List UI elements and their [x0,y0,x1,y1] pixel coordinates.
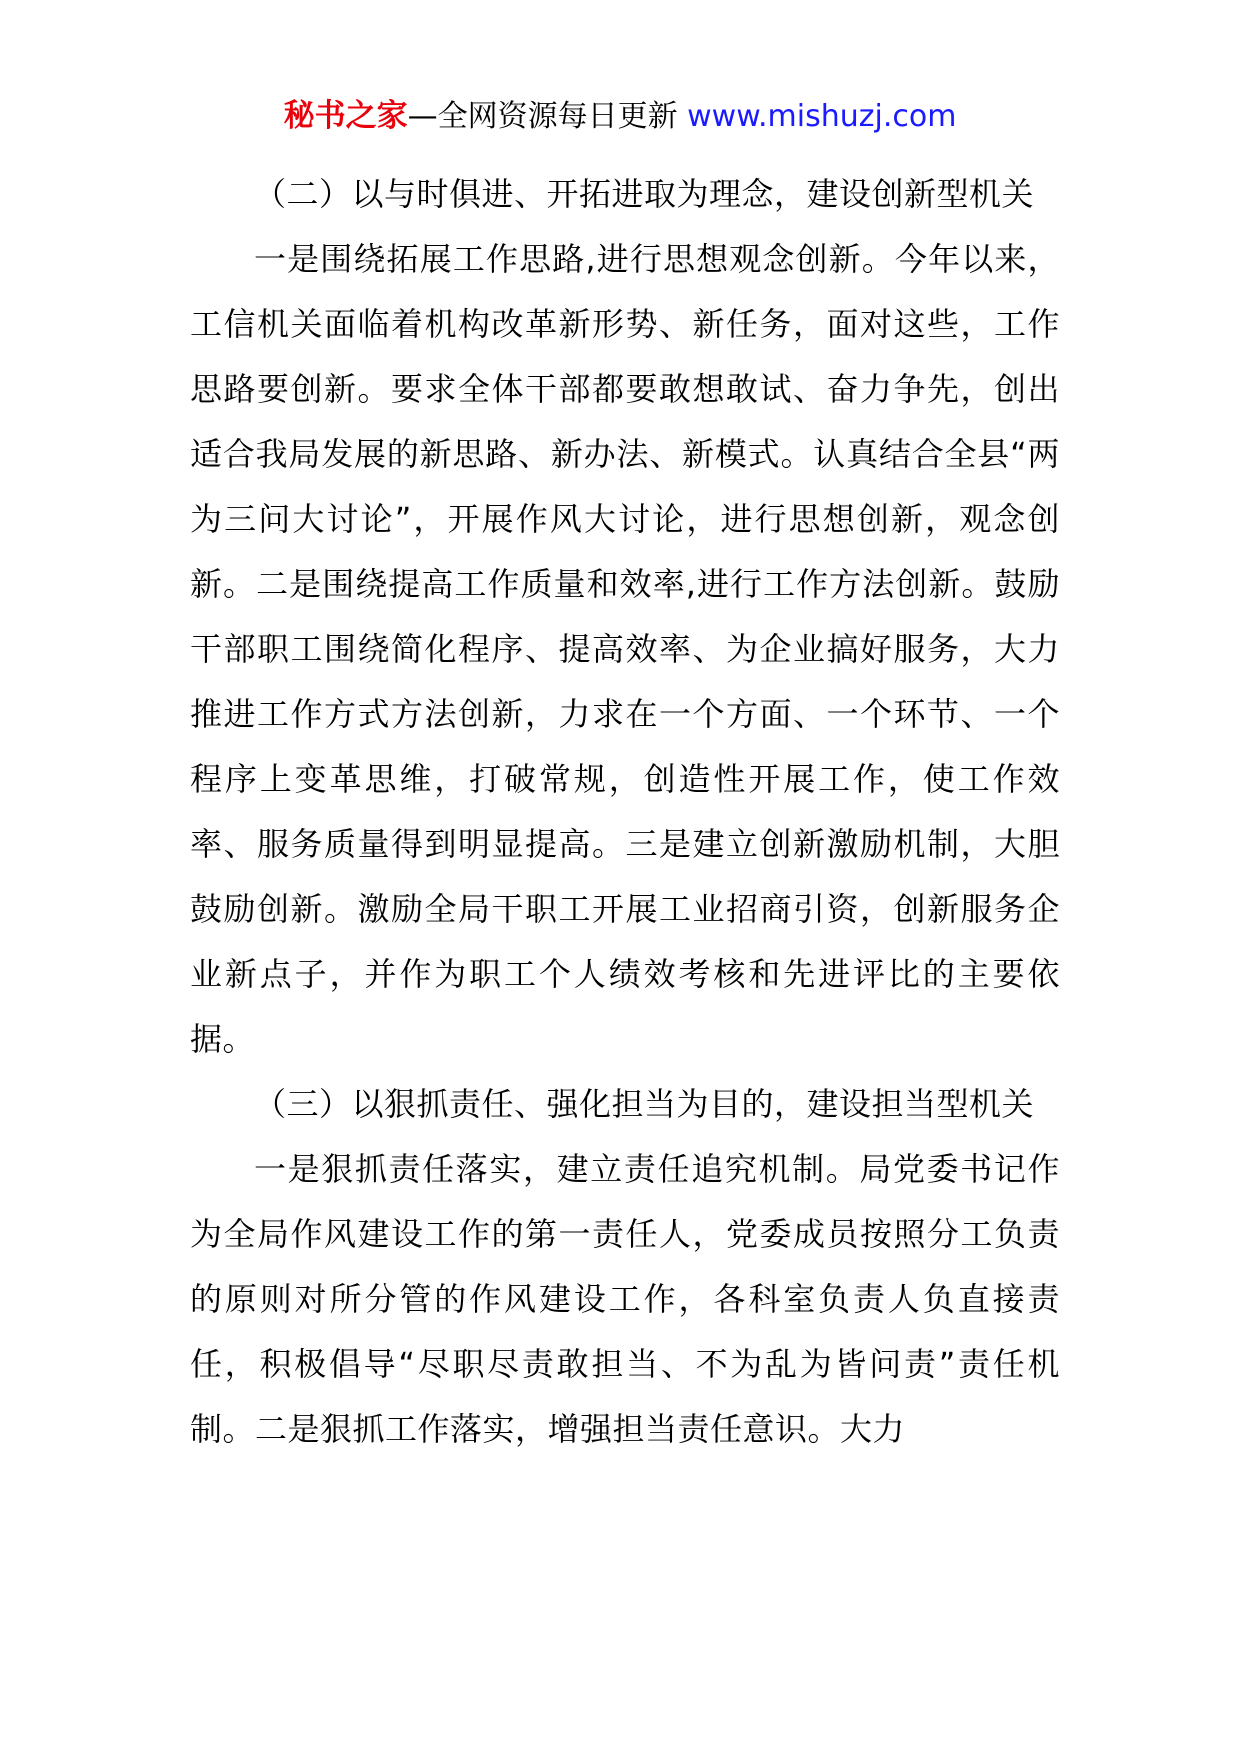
brand-name: 秘书之家 [283,98,408,134]
page-header [0,96,1240,137]
site-url[interactable]: www.mishuzj.com [687,99,957,134]
document-body [190,162,1060,1462]
section-heading-2: （二）以与时俱进、开拓进取为理念，建设创新型机关 [254,175,1035,213]
section-heading-3: （三）以狠抓责任、强化担当为目的，建设担当型机关 [254,1085,1035,1123]
body-paragraph-2: 一是狠抓责任落实，建立责任追究机制。局党委书记作为全局作风建设工作的第一责任人，党委成员按照分工负责的原则对所分管的作风建设工作，各科室负责人负直接责任，积极倡导“尽职尽责敢担当、不为乱为皆问责”责任机制。二是狠抓工作落实，增强担当责任意识。大力 [190,1150,1060,1448]
header-tagline: —全网资源每日更新 [407,99,678,134]
body-paragraph-1: 一是围绕拓展工作思路,进行思想观念创新。今年以来，工信机关面临着机构改革新形势、新任务，面对这些，工作思路要创新。要求全体干部都要敢想敢试、奋力争先，创出适合我局发展的新思路、新办法、新模式。认真结合全县“两为三问大讨论”，开展作风大讨论，进行思想创新，观念创新。二是围绕提高工作质量和效率,进行工作方法创新。鼓励干部职工围绕简化程序、提高效率、为企业搞好服务，大力推进工作方式方法创新，力求在一个方面、一个环节、一个程序上变革思维，打破常规，创造性开展工作，使工作效率、服务质量得到明显提高。三是建立创新激励机制，大胆鼓励创新。激励全局干职工开展工业招商引资，创新服务企业新点子，并作为职工个人绩效考核和先进评比的主要依据。 [190,240,1060,1058]
